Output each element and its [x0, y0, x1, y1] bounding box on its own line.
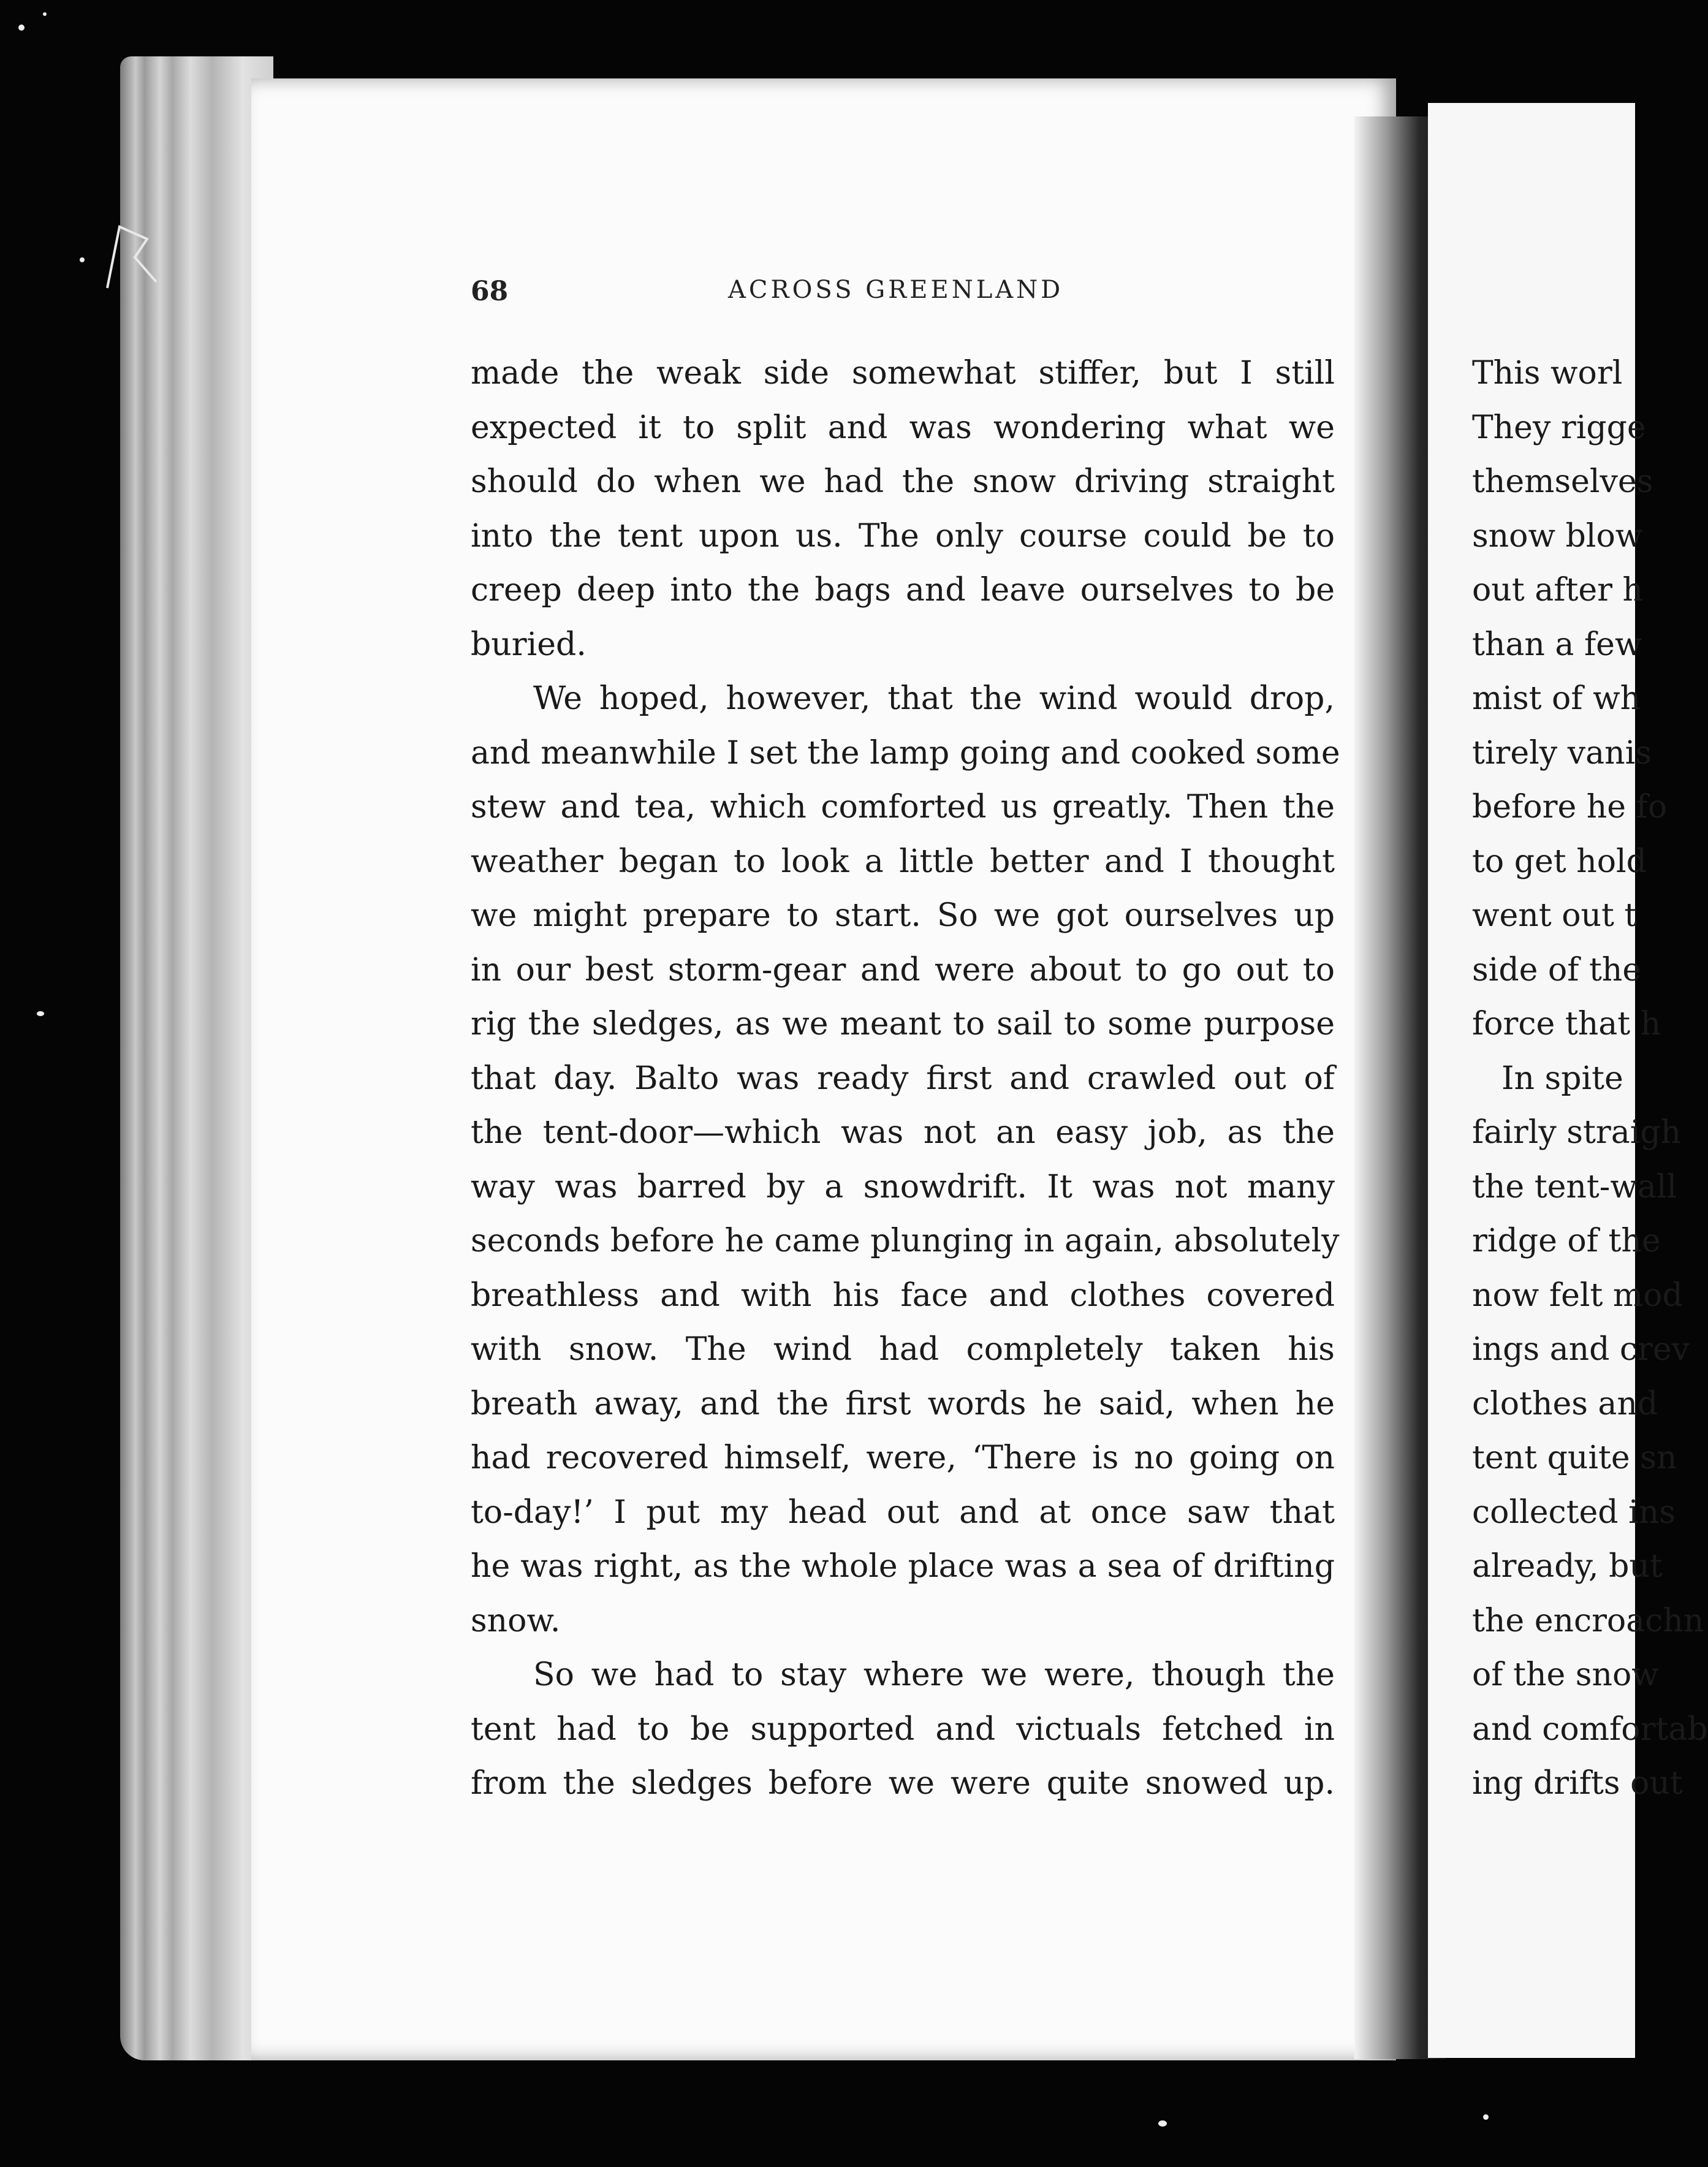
facing-text-line: tirely vanis [1472, 734, 1652, 772]
facing-text-line: to get hold [1472, 843, 1647, 880]
facing-text-line: This worl [1472, 355, 1623, 392]
facing-text-line: ing drifts out [1472, 1765, 1683, 1802]
facing-text-line: than a few [1472, 626, 1642, 663]
facing-text-line: collected ins [1472, 1493, 1676, 1531]
facing-text-line: now felt mod [1472, 1277, 1683, 1314]
facing-text-line: fairly straigh [1472, 1114, 1682, 1151]
text-line: that day. Balto was ready first and crawled out of [471, 1060, 1335, 1097]
facing-text-line: the encroachn [1472, 1602, 1704, 1639]
facing-text-line: force that h [1472, 1006, 1661, 1042]
dust-speck [43, 12, 47, 16]
facing-text-line: In spite [1501, 1060, 1623, 1097]
text-line: stew and tea, which comforted us greatly. Then the [471, 789, 1335, 825]
text-line: should do when we had the snow driving straight [471, 463, 1335, 500]
text-line: We hoped, however, that the wind would drop, [533, 680, 1335, 717]
page-number: 68 [471, 276, 509, 307]
facing-text-line: They rigge [1472, 409, 1646, 446]
text-line: rig the sledges, as we meant to sail to some purpose [471, 1006, 1335, 1042]
text-line: weather began to look a little better and I thought [471, 843, 1335, 880]
text-line: snow. [471, 1602, 561, 1639]
text-line: the tent-door—which was not an easy job, as the [471, 1114, 1335, 1151]
text-line: way was barred by a snowdrift. It was not many [471, 1168, 1335, 1205]
text-line: seconds before he came plunging in again, absolutely [471, 1223, 1340, 1259]
text-line: had recovered himself, were, ‘There is no going on [471, 1440, 1335, 1476]
text-line: with snow. The wind had completely taken his [471, 1331, 1335, 1368]
facing-text-line: of the snow [1472, 1657, 1659, 1693]
facing-text-line: already, but [1472, 1548, 1663, 1585]
facing-text-line: clothes and [1472, 1385, 1658, 1422]
text-line: we might prepare to start. So we got ourselves up [471, 897, 1335, 934]
facing-text-line: ridge of the [1472, 1223, 1661, 1259]
running-head [471, 276, 1335, 319]
text-line: breath away, and the first words he said, when he [471, 1385, 1335, 1422]
dust-speck [18, 25, 25, 31]
facing-text-line: side of the [1472, 951, 1642, 989]
text-line: in our best storm-gear and were about to go out to [471, 951, 1335, 989]
text-line: breathless and with his face and clothes covered [471, 1277, 1335, 1314]
dust-speck [80, 257, 85, 262]
text-line: expected it to split and was wondering what we [471, 409, 1335, 446]
facing-text-line: ings and crev [1472, 1331, 1690, 1368]
text-line: creep deep into the bags and leave ourselves to be [471, 572, 1335, 609]
text-line: buried. [471, 626, 586, 663]
dust-speck [1483, 2114, 1489, 2120]
facing-text-line: mist of wh [1472, 680, 1641, 717]
dust-speck [37, 1011, 44, 1016]
facing-text-line: out after h [1472, 572, 1644, 609]
body-text [471, 346, 1340, 1811]
text-line: made the weak side somewhat stiffer, but I still [471, 355, 1335, 392]
text-line: tent had to be supported and victuals fetched in [471, 1710, 1335, 1748]
dust-speck [1158, 2120, 1167, 2127]
facing-text-line: snow blow [1472, 517, 1643, 555]
text-line: So we had to stay where we were, though the [533, 1657, 1335, 1693]
facing-page-text [1472, 346, 1708, 1811]
text-line: into the tent upon us. The only course could be to [471, 517, 1335, 555]
text-line: and meanwhile I set the lamp going and cooked some [471, 734, 1340, 772]
facing-text-line: themselves [1472, 463, 1653, 500]
text-line: from the sledges before we were quite snowed up. [471, 1765, 1335, 1802]
facing-text-line: and comfortab [1472, 1710, 1708, 1748]
facing-text-line: tent quite sn [1472, 1440, 1677, 1476]
facing-text-line: went out t [1472, 897, 1638, 934]
book-page-edges [120, 56, 273, 2060]
facing-text-line: before he fo [1472, 789, 1668, 825]
facing-text-line: the tent-wall [1472, 1168, 1677, 1205]
text-line: he was right, as the whole place was a sea of drifting [471, 1548, 1335, 1585]
pencil-mark-icon [98, 221, 165, 294]
running-title: ACROSS GREENLAND [728, 276, 1064, 304]
text-line: to-day!’ I put my head out and at once saw that [471, 1493, 1335, 1531]
